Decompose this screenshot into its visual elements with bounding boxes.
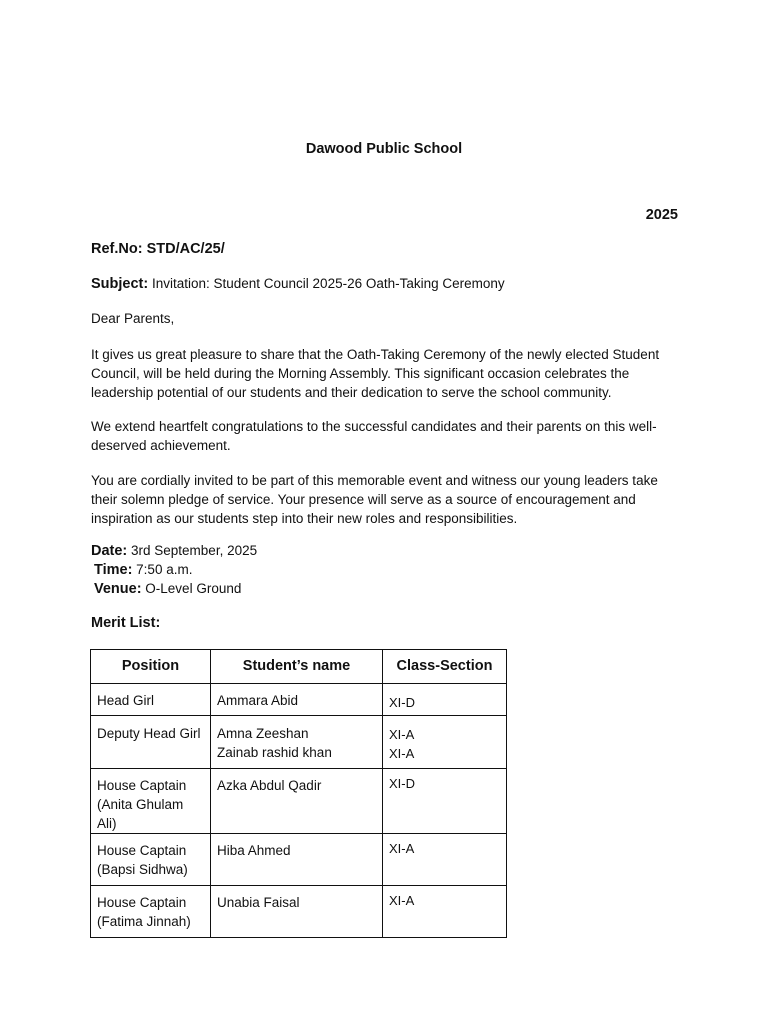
date-value: 3rd September, 2025: [127, 543, 258, 558]
subject-text: Invitation: Student Council 2025-26 Oath-Taking Ceremony: [148, 276, 505, 291]
position-cell: [91, 684, 211, 716]
class-section: XI-A: [389, 727, 415, 742]
table-row: [91, 834, 507, 886]
position-cell: [91, 886, 211, 938]
student-name: Zainab rashid khan: [217, 745, 332, 760]
student-name: Amna Zeeshan: [217, 726, 309, 741]
student-name: Hiba Ahmed: [217, 843, 291, 858]
position-cell: [91, 716, 211, 769]
position-house: (Bapsi Sidhwa): [97, 862, 188, 877]
event-venue: [94, 581, 241, 597]
venue-label: Venue:: [94, 581, 142, 597]
subject-label: Subject:: [91, 276, 149, 292]
student-name: Unabia Faisal: [217, 895, 300, 910]
class-section-cell: [383, 684, 507, 716]
event-time: [94, 562, 192, 578]
column-header-student-name: Student’s name: [211, 650, 383, 684]
event-date: [91, 543, 257, 559]
student-name-cell: [211, 716, 383, 769]
table-row: [91, 716, 507, 769]
table-row: [91, 769, 507, 834]
position-text: House Captain: [97, 778, 187, 793]
class-section-cell: [383, 886, 507, 938]
class-section-cell: [383, 716, 507, 769]
time-label: Time:: [94, 562, 133, 578]
class-section: XI-D: [389, 776, 415, 791]
body-paragraph-3: You are cordially invited to be part of this memorable event and witness our young leaders take their solemn pledge of service. Your presence will serve as a source of encouragement and inspiration as our students step into their new roles and responsibilities.: [91, 473, 658, 526]
merit-table: [90, 649, 507, 938]
student-name-cell: [211, 769, 383, 834]
column-header-position: Position: [91, 650, 211, 684]
position-text: Deputy Head Girl: [97, 726, 201, 741]
student-name-cell: [211, 886, 383, 938]
position-text: House Captain: [97, 895, 187, 910]
table-row: [91, 684, 507, 716]
class-section-cell: [383, 769, 507, 834]
table-row: [91, 886, 507, 938]
position-cell: [91, 834, 211, 886]
table-header-row: [91, 650, 507, 684]
class-section: XI-A: [389, 841, 415, 856]
class-section-cell: [383, 834, 507, 886]
date-label: Date:: [91, 543, 128, 559]
student-name: Azka Abdul Qadir: [217, 778, 322, 793]
letter-year: 2025: [645, 207, 678, 223]
class-section: XI-D: [389, 695, 415, 710]
student-name-cell: [211, 834, 383, 886]
merit-list-heading: Merit List:: [91, 615, 161, 631]
position-house: (Anita Ghulam Ali): [97, 797, 184, 831]
column-header-class-section: Class-Section: [383, 650, 507, 684]
position-cell: [91, 769, 211, 834]
school-name: Dawood Public School: [305, 141, 463, 157]
position-text: Head Girl: [97, 693, 155, 708]
body-paragraph-2: We extend heartfelt congratulations to the successful candidates and their parents on this well-deserved achievement.: [91, 419, 657, 453]
venue-value: O-Level Ground: [141, 581, 242, 596]
subject-line: [91, 276, 505, 292]
class-section: XI-A: [389, 746, 415, 761]
reference-number: Ref.No: STD/AC/25/: [91, 241, 225, 257]
student-name-cell: [211, 684, 383, 716]
student-name: Ammara Abid: [217, 693, 299, 708]
salutation: Dear Parents,: [91, 311, 175, 326]
class-section: XI-A: [389, 893, 415, 908]
position-text: House Captain: [97, 843, 187, 858]
position-house: (Fatima Jinnah): [97, 914, 191, 929]
body-paragraph-1: It gives us great pleasure to share that the Oath-Taking Ceremony of the newly elected Student Council, will be held during the Morning Assembly. This significant occasion celebrates the leadership potential of our students and their dedication to serve the school community.: [91, 347, 660, 400]
time-value: 7:50 a.m.: [132, 562, 193, 577]
